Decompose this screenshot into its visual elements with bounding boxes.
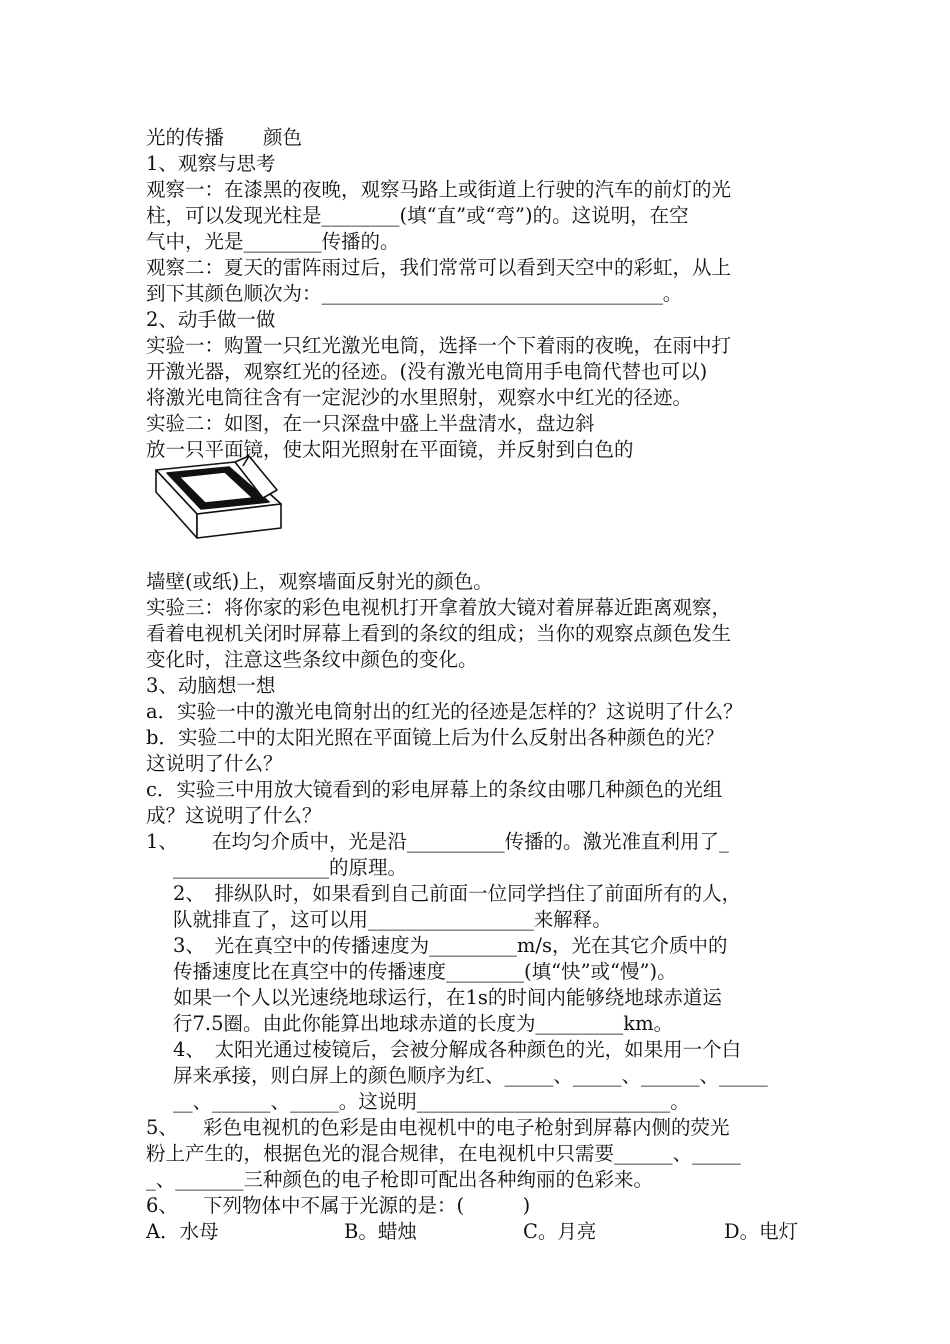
section-1-heading: 1、观察与思考 (146, 152, 276, 175)
observation-2-line-2: 到下其颜色顺次为：___________________________________。 (146, 282, 683, 305)
experiment-1-line-1: 实验一：购置一只红光激光电筒，选择一个下着雨的夜晚，在雨中打 (146, 334, 732, 357)
observation-1-line-2: 柱，可以发现光柱是________(填“直”或“弯”)的。这说明，在空 (146, 204, 689, 227)
option-a: A．水母 (146, 1220, 219, 1243)
exercise-4-line-2: 屏来承接，则白屏上的颜色顺序为红、_____、_____、______、_____ (173, 1064, 768, 1087)
exercise-3-line-3: 如果一个人以光速绕地球运行，在1s的时间内能够绕地球赤道运 (173, 986, 722, 1009)
question-a: a．实验一中的激光电筒射出的红光的径迹是怎样的？这说明了什么？ (146, 700, 743, 723)
question-c-line-2: 成？这说明了什么？ (146, 804, 322, 827)
experiment-3-line-2: 看着电视机关闭时屏幕上看到的条纹的组成；当你的观察点颜色发生 (146, 622, 732, 645)
question-c-line-1: c．实验三中用放大镜看到的彩电屏幕上的条纹由哪几种颜色的光组 (146, 778, 723, 801)
exercise-5-line-2: 粉上产生的，根据色光的混合规律，在电视机中只需要______、_____ (146, 1142, 741, 1165)
experiment-3-line-1: 实验三：将你家的彩色电视机打开拿着放大镜对着屏幕近距离观察， (146, 596, 732, 619)
experiment-2-line-1: 实验二：如图，在一只深盘中盛上半盘清水，盘边斜 (146, 412, 595, 435)
exercise-1-line-1: 在均匀介质中，光是沿__________传播的。激光准直利用了_ (212, 830, 729, 853)
exercise-6-number: 6、 (146, 1194, 178, 1217)
exercise-1-line-2: ________________的原理。 (173, 856, 408, 879)
exercise-5-number: 5、 (146, 1116, 178, 1139)
exercise-1-number: 1、 (146, 830, 178, 853)
tray-mirror-figure (153, 454, 285, 540)
experiment-2-line-3: 墙壁(或纸)上，观察墙面反射光的颜色。 (146, 570, 493, 593)
exercise-2-line-2: 队就排直了，这可以用_________________来解释。 (173, 908, 612, 931)
exercise-5-line-1: 彩色电视机的色彩是由电视机中的电子枪射到屏幕内侧的荧光 (203, 1116, 730, 1139)
exercise-3-line-4: 行7.5圈。由此你能算出地球赤道的长度为_________km。 (173, 1012, 674, 1035)
experiment-1-line-2: 开激光器，观察红光的径迹。(没有激光电筒用手电筒代替也可以) (146, 360, 708, 383)
exercise-3-line-2: 传播速度比在真空中的传播速度________(填“快”或“慢”)。 (173, 960, 677, 983)
observation-1-line-1: 观察一：在漆黑的夜晚，观察马路上或街道上行驶的汽车的前灯的光 (146, 178, 732, 201)
section-2-heading: 2、动手做一做 (146, 308, 276, 331)
exercise-6-question: 下列物体中不属于光源的是：( ) (203, 1194, 531, 1217)
page-title: 光的传播 颜色 (146, 126, 303, 149)
exercise-4-line-1: 4、 太阳光通过棱镜后，会被分解成各种颜色的光，如果用一个白 (173, 1038, 742, 1061)
observation-1-line-3: 气中，光是________传播的。 (146, 230, 400, 253)
exercise-2-line-1: 2、 排纵队时，如果看到自己前面一位同学挡住了前面所有的人， (173, 882, 742, 905)
experiment-2-line-2: 放一只平面镜，使太阳光照射在平面镜，并反射到白色的 (146, 438, 634, 461)
experiment-3-line-3: 变化时，注意这些条纹中颜色的变化。 (146, 648, 478, 671)
observation-2-line-1: 观察二：夏天的雷阵雨过后，我们常常可以看到天空中的彩虹，从上 (146, 256, 732, 279)
option-d: D。电灯 (724, 1220, 799, 1243)
experiment-1-line-3: 将激光电筒往含有一定泥沙的水里照射，观察水中红光的径迹。 (146, 386, 693, 409)
question-b-line-2: 这说明了什么？ (146, 752, 283, 775)
option-b: B。蜡烛 (344, 1220, 417, 1243)
question-b-line-1: b．实验二中的太阳光照在平面镜上后为什么反射出各种颜色的光？ (146, 726, 724, 749)
option-c: C。月亮 (523, 1220, 597, 1243)
exercise-4-line-3: __、______、_____。这说明__________________________。 (173, 1090, 690, 1113)
exercise-5-line-3: _、_______三种颜色的电子枪即可配出各种绚丽的色彩来。 (146, 1168, 654, 1191)
exercise-3-line-1: 3、 光在真空中的传播速度为_________m/s，光在其它介质中的 (173, 934, 728, 957)
section-3-heading: 3、动脑想一想 (146, 674, 276, 697)
